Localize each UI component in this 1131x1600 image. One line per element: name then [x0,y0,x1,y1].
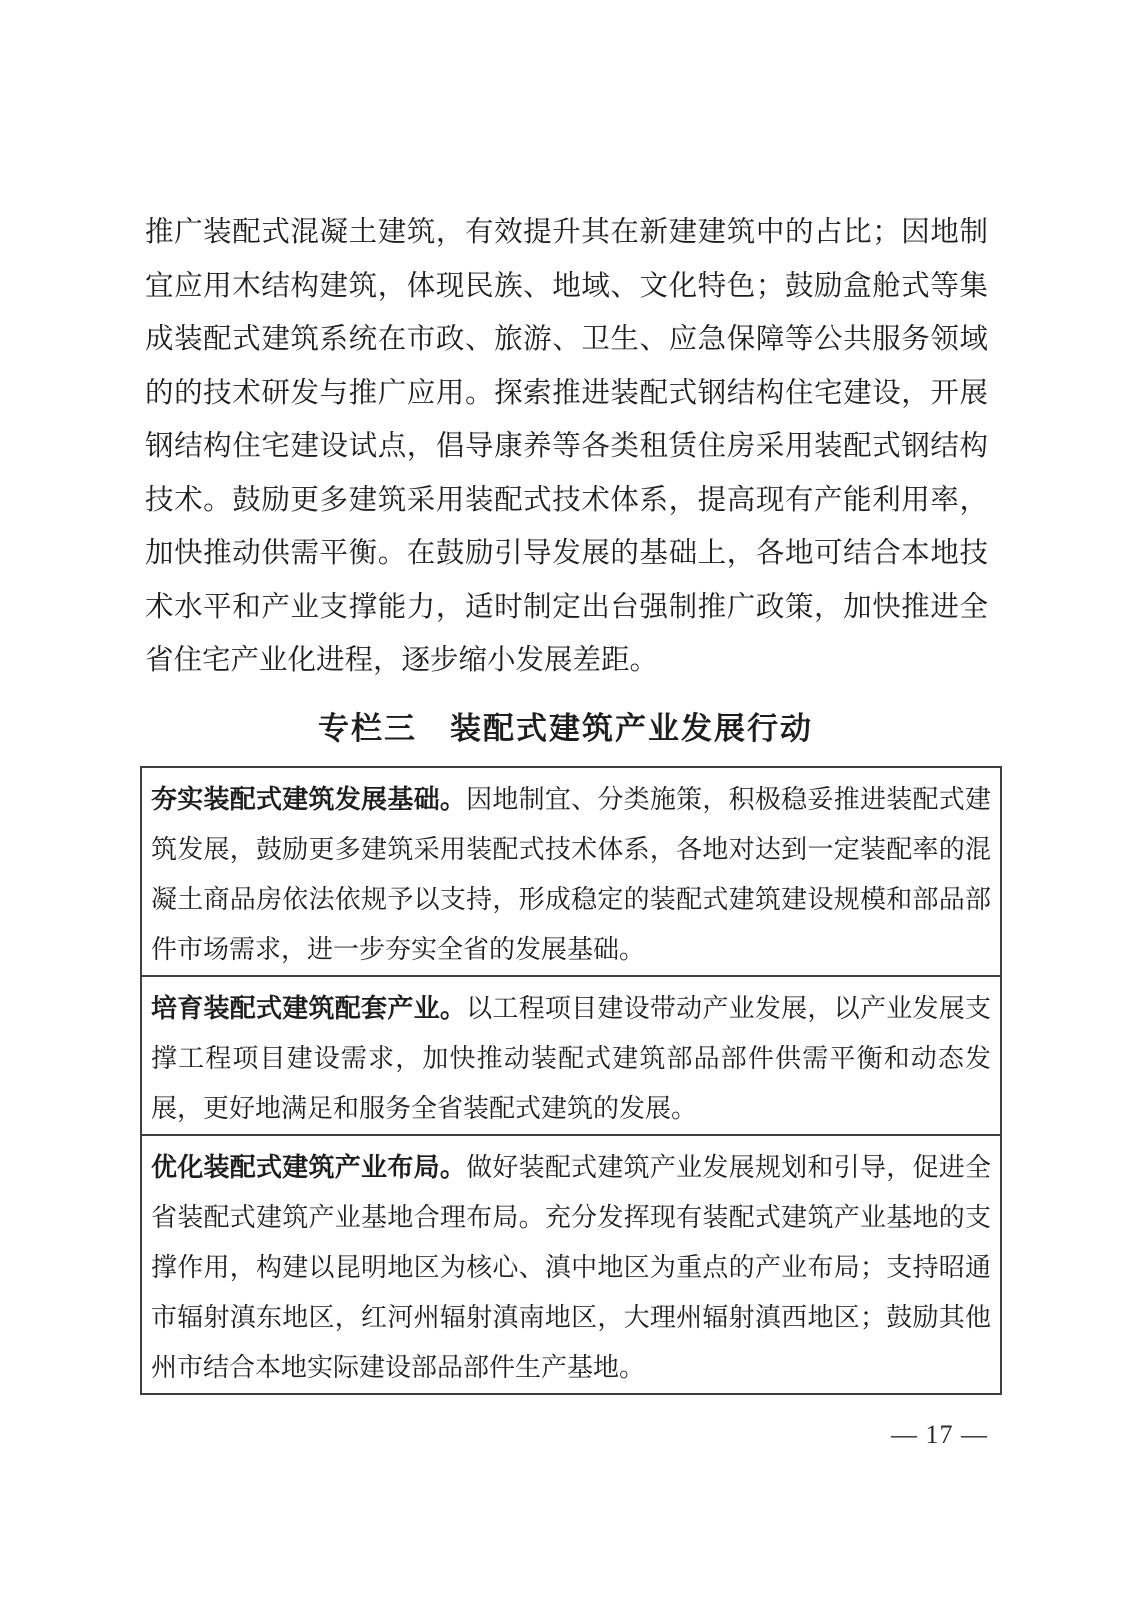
section-text: 因地制宜、分类施策，积极稳妥推进装配式建 [466,785,991,814]
page-number: — 17 — [891,1420,988,1449]
section-line: 撑工程项目建设需求，加快推动装配式建筑部品部件供需平衡和动态发 [151,1044,991,1073]
paragraph-line: 钢结构住宅建设试点，倡导康养等各类租赁住房采用装配式钢结构 [145,431,988,462]
section-line: 筑发展，鼓励更多建筑采用装配式技术体系，各地对达到一定装配率的混 [151,835,991,864]
section-line: 撑作用，构建以昆明地区为核心、滇中地区为重点的产业布局；支持昭通 [151,1253,991,1282]
body-paragraph [145,206,988,688]
section-line: 件市场需求，进一步夯实全省的发展基础。 [151,935,646,964]
section-line [151,1143,991,1193]
section-line: 省装配式建筑产业基地合理布局。充分发挥现有装配式建筑产业基地的支 [151,1203,991,1232]
section-line: 凝土商品房依法依规予以支持，形成稳定的装配式建筑建设规模和部品部 [151,885,991,914]
section-text: 做好装配式建筑产业发展规划和引导，促进全 [466,1153,991,1182]
section-lead: 优化装配式建筑产业布局。 [151,1153,467,1182]
feature-box [140,766,1002,1395]
paragraph-line: 的的技术研发与推广应用。探索推进装配式钢结构住宅建设，开展 [145,377,988,409]
paragraph-line: 技术。鼓励更多建筑采用装配式技术体系，提高现有产能利用率， [145,484,988,516]
section-line: 市辐射滇东地区，红河州辐射滇南地区，大理州辐射滇西地区；鼓励其他 [151,1303,991,1332]
box-section-supporting-industry [142,975,1000,1134]
box-section-foundation [142,768,1000,975]
paragraph-line: 推广装配式混凝土建筑，有效提升其在新建建筑中的占比；因地制 [145,217,988,248]
paragraph-line: 省住宅产业化进程，逐步缩小发展差距。 [145,645,659,676]
paragraph-line: 加快推动供需平衡。在鼓励引导发展的基础上，各地可结合本地技 [145,538,988,569]
section-line: 州市结合本地实际建设部品部件生产基地。 [151,1353,646,1382]
paragraph-line: 宜应用木结构建筑，体现民族、地域、文化特色；鼓励盒舱式等集 [145,270,988,302]
section-lead: 夯实装配式建筑发展基础。 [151,785,467,814]
box-title: 专栏三 装配式建筑产业发展行动 [318,711,813,746]
section-lead: 培育装配式建筑配套产业。 [151,994,467,1023]
paragraph-line: 成装配式建筑系统在市政、旅游、卫生、应急保障等公共服务领域 [145,324,988,355]
box-section-industry-layout [142,1134,1000,1393]
paragraph-line: 术水平和产业支撑能力，适时制定出台强制推广政策，加快推进全 [145,591,988,623]
section-line [151,984,991,1034]
section-line [151,775,991,825]
section-line: 展，更好地满足和服务全省装配式建筑的发展。 [151,1094,698,1123]
section-text: 以工程项目建设带动产业发展，以产业发展支 [466,994,991,1023]
